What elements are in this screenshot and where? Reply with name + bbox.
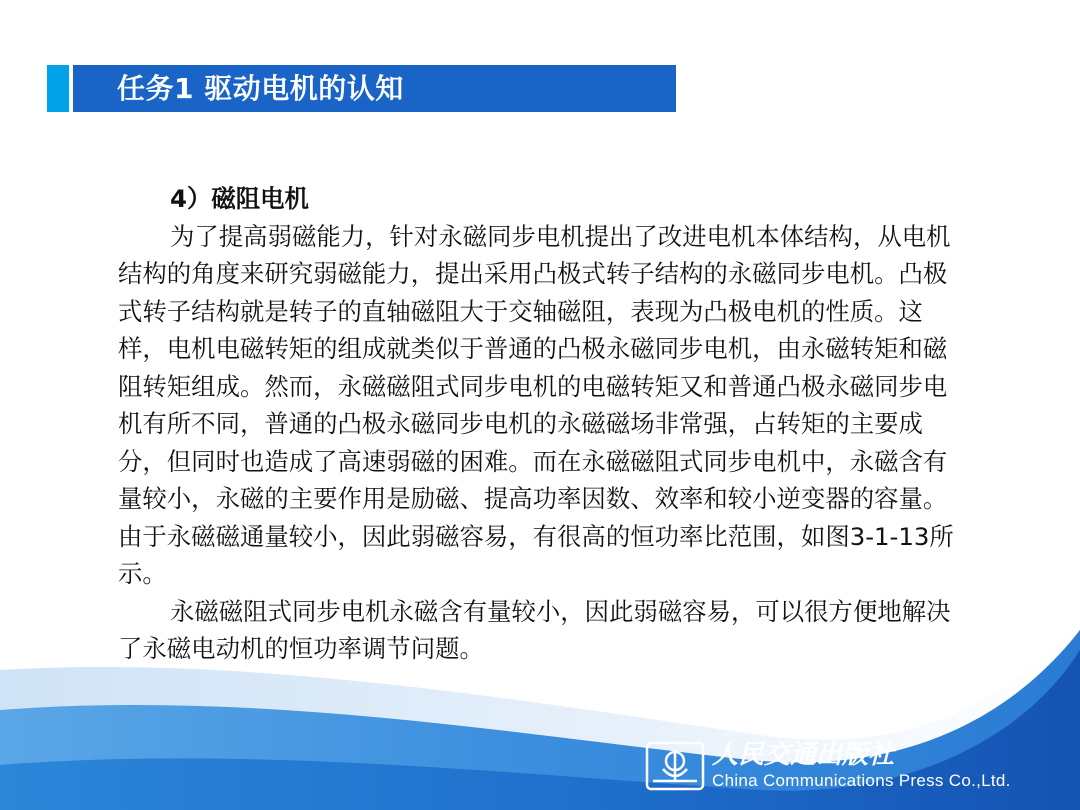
- slide-title: 任务1 驱动电机的认知: [117, 72, 404, 105]
- publisher-name-en: China Communications Press Co.,Ltd.: [712, 771, 1011, 790]
- body-paragraph: 永磁磁阻式同步电机永磁含有量较小，因此弱磁容易，可以很方便地解决了永磁电动机的恒功率调节问题。: [118, 596, 951, 663]
- section-heading: 4）磁阻电机: [170, 184, 309, 213]
- publisher-name-cn: 人民交通出版社: [712, 740, 895, 770]
- publisher-emblem-icon: [645, 741, 705, 791]
- title-bar: [73, 65, 676, 112]
- title-accent-block: [47, 65, 69, 112]
- body-paragraph: 为了提高弱磁能力，针对永磁同步电机提出了改进电机本体结构，从电机结构的角度来研究弱磁能力，提出采用凸极式转子结构的永磁同步电机。凸极式转子结构就是转子的直轴磁阻大于交轴磁阻，表现为凸极电机的性质。这样，电机电磁转矩的组成就类似于普通的凸极永磁同步电机，由永磁转矩和磁阻转矩组成。然而，永磁磁阻式同步电机的电磁转矩又和普通凸极永磁同步电机有所不同，普通的凸极永磁同步电机的永磁磁场非常强，占转矩的主要成分，但同时也造成了高速弱磁的困难。而在永磁磁阻式同步电机中，永磁含有量较小，永磁的主要作用是励磁、提高功率因数、效率和较小逆变器的容量。由于永磁磁通量较小，因此弱磁容易，有很高的恒功率比范围，如图3-1-13所示。: [118, 221, 954, 588]
